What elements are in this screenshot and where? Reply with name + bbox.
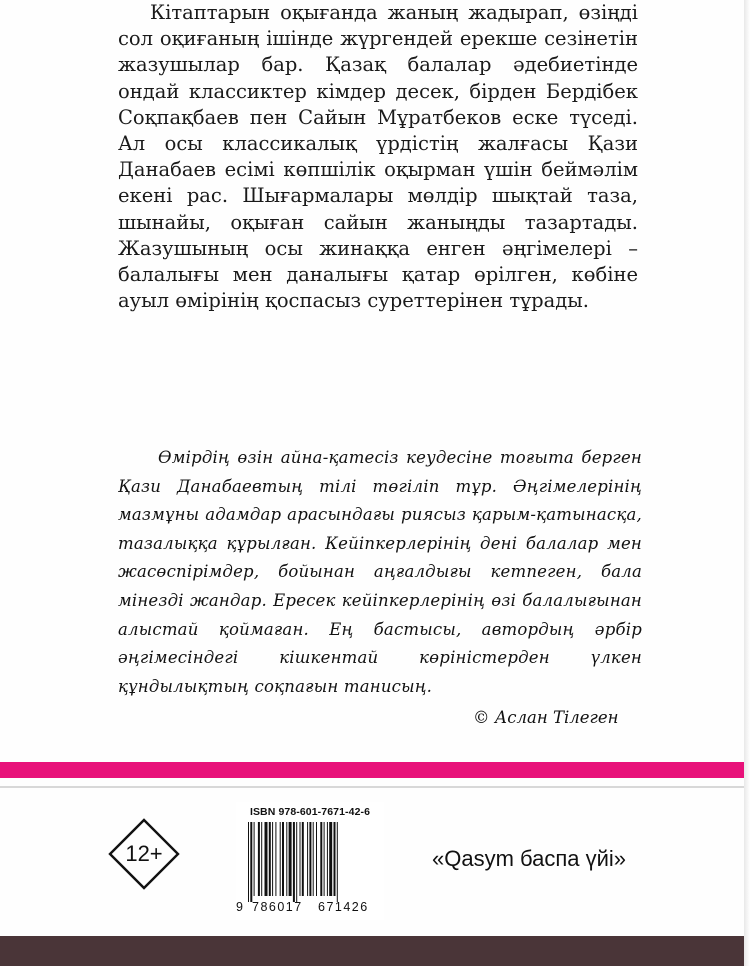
description-paragraph	[118, 0, 638, 314]
barcode-bar	[324, 822, 325, 896]
quote-line: қоймаған. Ең бастысы, автордың әрбір әңгімесіндегі	[118, 619, 642, 668]
barcode-bar	[282, 822, 284, 896]
publisher-name: «Qasym баспа үйі»	[432, 846, 627, 871]
barcode-bar	[334, 822, 336, 896]
page-edge	[744, 0, 750, 966]
barcode-bar	[296, 822, 297, 902]
quote-line: жасөспірімдер, бойынан аңғалдығы кетпеген, бала мінезді	[118, 562, 642, 610]
barcode-bar	[300, 822, 301, 896]
description-line: екені рас. Шығармалары мөлдір шықтай таза,	[118, 184, 638, 208]
divider-line	[0, 786, 744, 788]
isbn-label: ISBN 978-601-7671-42-6	[249, 806, 371, 818]
description-line: осы классикалық үрдістің жалғасы Қази	[164, 132, 638, 156]
description-line: Жазушының осы жинаққа енген әңгімелері –	[118, 236, 638, 260]
age-rating-badge	[108, 818, 180, 890]
description-line: классиктер кімдер десек, бірден Бердібек	[188, 79, 638, 103]
quote-line: мазмұны адамдар арасындағы риясыз қарым-қатынасқа,	[118, 505, 642, 525]
isbn-barcode-block	[236, 802, 384, 920]
quote-attribution: © Аслан Тілеген	[473, 708, 619, 727]
footer-bar	[0, 936, 744, 966]
accent-band	[0, 762, 744, 778]
barcode-bar	[254, 822, 255, 896]
barcode-bar	[329, 822, 332, 896]
quote-line: танисың.	[343, 676, 433, 696]
barcode-bar	[337, 822, 338, 902]
barcode-bar	[289, 822, 292, 896]
quote-line: Өмірдің өзін айна-қатесіз кеудесіне тоғыта берген	[158, 448, 642, 467]
barcode-bar	[286, 822, 287, 896]
barcode-digit-group: 786017	[252, 900, 303, 914]
description-line: Данабаев есімі көпшілік оқырман үшін беймәлім	[118, 158, 638, 182]
barcode-bar	[269, 822, 271, 896]
description-line: сол оқиғаның ішінде жүргендей ерекше сезінетін	[118, 27, 638, 51]
barcode-digit-group: 9	[236, 900, 243, 914]
barcode-digits	[236, 900, 384, 918]
description-line: шынайы, оқыған сайын жаныңды тазартады.	[118, 210, 638, 234]
barcode-digit-group: 671426	[318, 900, 369, 914]
barcode-bar	[293, 822, 295, 902]
barcode-bar	[258, 822, 260, 896]
quote-line: Қази Данабаевтың тілі төгіліп тұр. Әңгімелерінің	[118, 476, 642, 496]
description-line: ауыл өмірінің қоспасыз суреттерінен тұрады.	[118, 289, 589, 313]
barcode-bar	[261, 822, 262, 896]
barcode-icon	[238, 822, 382, 902]
age-rating-label: 12+	[125, 841, 163, 866]
barcode-bar	[309, 822, 311, 896]
quote-line: тазалыққа құрылған. Кейіпкерлерінің дені балалар мен	[118, 533, 642, 553]
barcode-bar	[302, 822, 304, 896]
barcode-bar	[248, 822, 249, 902]
description-line: Кітаптарын оқығанда жаның жадырап, өзіңді	[150, 1, 638, 24]
barcode-bar	[316, 822, 317, 896]
description-line: жазушылар бар. Қазақ балалар әдебиетінде ондай	[118, 53, 638, 103]
description-line: Соқпақбаев пен Сайын Мұратбеков еске түседі. Ал	[118, 105, 638, 156]
barcode-bar	[313, 822, 314, 896]
quote-line: кішкентай көріністерден үлкен құндылықтың соқпағын	[118, 648, 642, 696]
description-line: балалығы мен даналығы қатар өрілген, көбіне	[118, 263, 638, 287]
quote-line: жандар. Ересек кейіпкерлерінің өзі балалығынан алыстай	[118, 590, 642, 639]
barcode-bar	[320, 822, 322, 896]
barcode-bar	[275, 822, 276, 896]
barcode-bar	[272, 822, 273, 896]
barcode-bar	[307, 822, 308, 896]
barcode-bar	[250, 822, 252, 902]
barcode-bar	[280, 822, 281, 896]
barcode-bar	[327, 822, 328, 896]
review-quote	[118, 444, 642, 701]
barcode-bar	[265, 822, 268, 896]
